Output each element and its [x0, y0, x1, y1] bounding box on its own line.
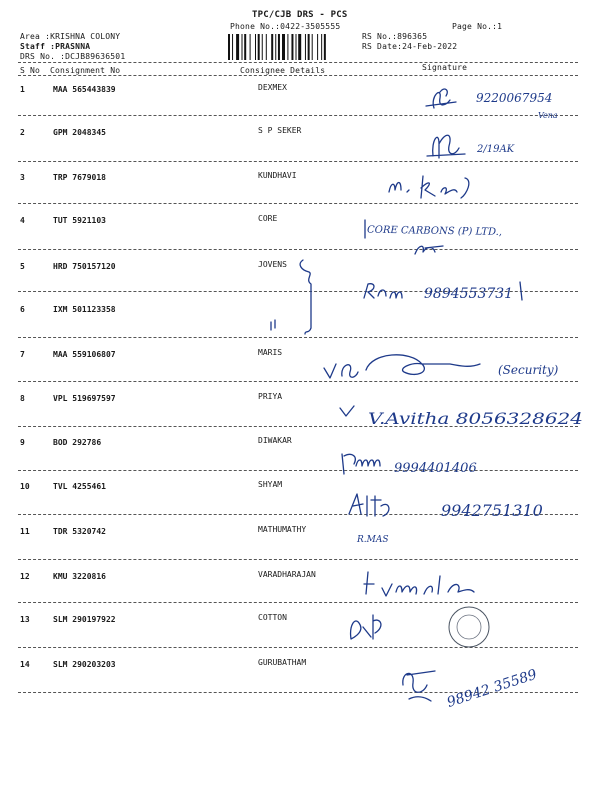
barcode-bar [278, 34, 280, 60]
signature-row-5 [360, 278, 560, 306]
row-consignee: S P SEKER [258, 126, 302, 135]
signature-row-8 [336, 400, 596, 440]
rs-date: RS Date:24-Feb-2022 [362, 42, 458, 51]
header-divider [18, 62, 578, 63]
barcode-bar [258, 34, 260, 60]
row-sno: 9 [20, 438, 25, 447]
barcode-bar [242, 34, 243, 60]
row-sno: 6 [20, 305, 25, 314]
signature-row-8-text: V.Avitha 8056328624 [368, 409, 583, 428]
page-number: Page No.:1 [452, 22, 503, 31]
row-sno: 8 [20, 394, 25, 403]
signature-row-1 [420, 78, 570, 126]
signature-row-1-note: Vena [538, 111, 558, 120]
barcode-bar [291, 34, 293, 60]
row-consignment: VPL 519697597 [53, 394, 116, 403]
row-consignee: PRIYA [258, 392, 283, 401]
rs-number: RS No.:896365 [362, 32, 428, 41]
row-sno: 10 [20, 482, 30, 491]
row-consignee: COTTON [258, 613, 287, 622]
row-consignment: BOD 292786 [53, 438, 102, 447]
barcode-bar [250, 34, 251, 60]
row-sno: 4 [20, 216, 25, 225]
row-consignee: GURUBATHAM [258, 658, 307, 667]
barcode-bar [317, 34, 318, 60]
signature-row-3 [385, 168, 505, 204]
row-consignee: JOVENS [258, 260, 287, 269]
column-header-consignment: Consignment No [50, 66, 121, 75]
row-consignee: CORE [258, 214, 278, 223]
signature-row-1-phone: 9220067954 [476, 91, 553, 105]
document-title: TPC/CJB DRS - PCS [252, 10, 348, 20]
barcode-bar [312, 34, 313, 60]
barcode-bar [232, 34, 233, 60]
row-divider [18, 559, 578, 560]
barcode-bar [255, 34, 256, 60]
signature-row-10-phone: 9942751310 [441, 501, 543, 520]
column-header-consignee: Consignee Details [240, 66, 326, 75]
drs-number: DRS No. :DCJB89636501 [20, 52, 126, 61]
barcode-bar [287, 34, 288, 60]
table-row [0, 173, 600, 217]
signature-row-11-note: R.MAS [357, 535, 389, 545]
signature-row-5-phone: 9894553731 [424, 286, 514, 302]
barcode-bar [321, 34, 322, 60]
row-consignee: MARIS [258, 348, 283, 357]
company-stamp: CORE CARBONS (P) LTD., [366, 224, 503, 238]
signature-row-7 [320, 350, 590, 390]
row-sno: 7 [20, 350, 25, 359]
row-consignee: VARADHARAJAN [258, 570, 316, 579]
barcode-bar [282, 34, 285, 60]
barcode-bar [262, 34, 263, 60]
row-sno: 11 [20, 527, 30, 536]
barcode-bar [298, 34, 301, 60]
row-sno: 5 [20, 262, 25, 271]
signature-row-7-note: (Security) [498, 363, 559, 377]
barcode-bar [308, 34, 310, 60]
row-consignment: IXM 501123358 [53, 305, 116, 314]
signature-row-12 [362, 570, 502, 604]
row-consignment: MAA 559106807 [53, 350, 116, 359]
row-consignment: TRP 7679018 [53, 173, 106, 182]
row-sno: 13 [20, 615, 30, 624]
barcode-bar [236, 34, 239, 60]
row-sno: 2 [20, 128, 25, 137]
barcode-bar [305, 34, 306, 60]
barcode-bar [275, 34, 276, 60]
row-sno: 1 [20, 85, 25, 94]
round-stamp [449, 607, 489, 647]
row-consignment: MAA 565443839 [53, 85, 116, 94]
column-header-divider [18, 75, 578, 76]
row-consignment: TDR 5320742 [53, 527, 106, 536]
signature-row-14 [395, 655, 565, 717]
barcode-bar [244, 34, 246, 60]
signature-row-2-note: 2/19AK [477, 144, 515, 155]
phone-number: Phone No.:0422-3505555 [230, 22, 341, 31]
row-consignment: GPM 2048345 [53, 128, 106, 137]
row-consignee: KUNDHAVI [258, 171, 297, 180]
row-consignment: KMU 3220816 [53, 572, 106, 581]
barcode-bar [324, 34, 326, 60]
row-consignee: DEXMEX [258, 83, 287, 92]
barcode-bar [271, 34, 273, 60]
signature-row-10 [345, 490, 575, 552]
signature-row-9 [340, 448, 540, 482]
row-consignee: DIWAKAR [258, 436, 292, 445]
row-sno: 12 [20, 572, 30, 581]
round-stamp-inner [457, 615, 481, 639]
row-consignment: SLM 290197922 [53, 615, 116, 624]
signature-row-4 [365, 218, 535, 262]
row-consignment: HRD 750157120 [53, 262, 116, 271]
barcode-bar [266, 34, 267, 60]
column-header-signature: Signature [422, 63, 468, 72]
barcode [228, 34, 358, 60]
row-consignment: TVL 4255461 [53, 482, 106, 491]
signature-row-2 [425, 126, 545, 166]
signature-row-14-phone: 98942 35589 [445, 666, 540, 711]
row-consignee: MATHUMATHY [258, 525, 307, 534]
staff-label: Staff :PRASNNA [20, 42, 91, 51]
row-consignee: SHYAM [258, 480, 283, 489]
row-consignment: SLM 290203203 [53, 660, 116, 669]
row-sno: 3 [20, 173, 25, 182]
bracket-mark [265, 258, 325, 338]
barcode-bar [228, 34, 230, 60]
row-consignment: TUT 5921103 [53, 216, 106, 225]
signature-row-9-phone: 9994401406 [394, 461, 477, 476]
column-header-sno: S No [20, 66, 41, 75]
area-label: Area :KRISHNA COLONY [20, 32, 121, 41]
barcode-bar [296, 34, 297, 60]
row-sno: 14 [20, 660, 30, 669]
